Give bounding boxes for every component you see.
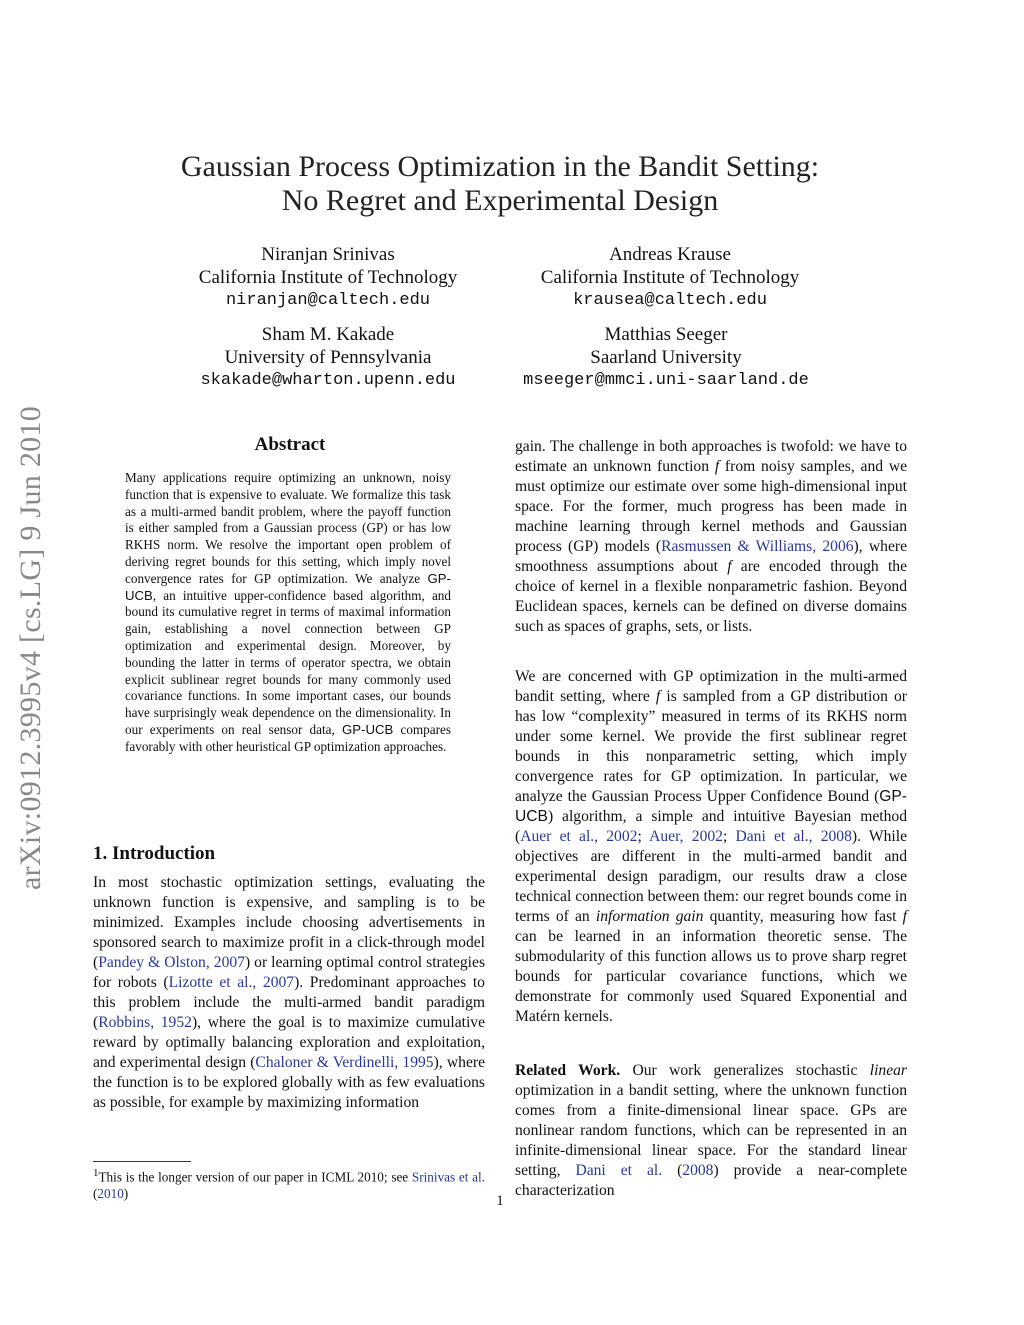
- author-name: Niranjan Srinivas: [261, 244, 395, 265]
- paper-title: [0, 150, 1000, 218]
- math-symbol: f: [714, 458, 720, 475]
- body-text: ), where smoothness assumptions about: [515, 538, 907, 575]
- body-text: ), where the goal is to maximize cumulative reward by optimally balancing exploration and exploitation, and experimental design (: [93, 1014, 485, 1071]
- author-affiliation: Saarland University: [590, 347, 742, 368]
- page-number: 1: [496, 1193, 504, 1209]
- body-text: ) algorithm, a simple and intuitive Bayesian method (: [515, 808, 907, 845]
- body-text: can be learned in an information theoretic sense. The submodularity of this function allows us to prove sharp regret bounds for particular covariance functions, which we demonstrate for commonly used Squared Exponential and Matérn kernels.: [515, 928, 907, 1025]
- body-text: ). Predominant approaches to this problem include the multi-armed bandit paradigm (: [93, 974, 485, 1031]
- author-block-4: [466, 323, 866, 392]
- citation-link[interactable]: Dani et al., 2008: [735, 828, 852, 845]
- body-text: Our work generalizes stochastic: [620, 1062, 870, 1079]
- footnote-mark: 1: [93, 1167, 99, 1179]
- citation-link[interactable]: Rasmussen & Williams, 2006: [661, 538, 854, 555]
- author-affiliation: University of Pennsylvania: [224, 347, 432, 368]
- algorithm-name: GP-UCB: [342, 721, 394, 737]
- body-text: is sampled from a GP distribution or has low “complexity” measured in terms of its RKHS norm under some kernel. We provide the first sublinear regret bounds in this nonparametric setting, which imply convergence rates for GP optimization. In particular, we analyze the Gaussian Process Upper Confidence Bound (: [515, 688, 907, 805]
- footnote: $^1$This is the longer version of our paper in ICML 2010; see Srinivas et al. (2010): [93, 1167, 485, 1202]
- body-text: ). While objectives are different in the multi-armed bandit and experimental design paradigm, our results draw a close technical connection between them: our regret bounds come in terms of an: [515, 828, 907, 925]
- intro-paragraph-1: [93, 873, 485, 1113]
- section-heading-introduction: 1. Introduction: [93, 843, 216, 864]
- author-block-1: [138, 243, 518, 312]
- algorithm-name: GP-UCB: [515, 788, 907, 825]
- footnote-rule: [93, 1161, 191, 1162]
- citation-link[interactable]: Lizotte et al., 2007: [168, 974, 295, 991]
- body-text: optimization in a bandit setting, where the unknown function comes from a finite-dimensional linear space. GPs are nonlinear random functions, which can be represented in an infinite-dimensional linear space. For the standard linear setting,: [515, 1082, 907, 1179]
- body-text: quantity, measuring how fast: [703, 908, 903, 925]
- related-work-paragraph: Related Work. Our work generalizes stochastic linear optimization in a bandit setting, where the unknown function comes from a finite-dimensional linear space. GPs are nonlinear random functions, which can be represented in an infinite-dimensional linear space. For the standard linear setting, Dani et al. (2008) provide a near-complete characterization: [515, 1062, 907, 1199]
- author-block-2: [480, 243, 860, 312]
- math-symbol: f: [655, 688, 661, 705]
- right-paragraph-1: [515, 437, 907, 637]
- citation-link[interactable]: 2008: [682, 1162, 714, 1179]
- author-name: Sham M. Kakade: [261, 324, 395, 345]
- body-text: In most stochastic optimization settings, evaluating the unknown function is expensive, and sampling is to be minimized. Examples include choosing advertisements in sponsored search to maximize profit in a click-through model (: [93, 874, 485, 971]
- author-affiliation: California Institute of Technology: [198, 267, 458, 288]
- algorithm-name: GP-UCB: [125, 570, 451, 603]
- citation-link[interactable]: Dani et al.: [575, 1162, 663, 1179]
- author-affiliation: California Institute of Technology: [540, 267, 800, 288]
- emphasis-text: linear: [869, 1062, 907, 1079]
- body-text: We are concerned with GP optimization in the multi-armed bandit setting, where: [515, 668, 907, 705]
- citation-link[interactable]: Pandey & Olston, 2007: [98, 954, 245, 971]
- body-text: are encoded through the choice of kernel in a flexible nonparametric fashion. Beyond Euclidean spaces, kernels can be defined on diverse domains such as spaces of graphs, sets, or lists.: [515, 558, 907, 635]
- abstract-body: [125, 470, 451, 756]
- math-symbol: f: [902, 908, 907, 925]
- citation-link[interactable]: Srinivas et al.: [411, 1169, 485, 1185]
- citation-link[interactable]: Robbins, 1952: [98, 1014, 192, 1031]
- author-name: Andreas Krause: [609, 244, 731, 265]
- body-text: provide a near-complete characterization: [515, 1162, 907, 1199]
- title-line-2: No Regret and Experimental Design: [281, 184, 719, 217]
- author-email[interactable]: krausea@caltech.edu: [573, 291, 767, 310]
- body-text: from noisy samples, and we must optimize our estimate over some high-dimensional input space. For the former, much progress has been made in machine learning through kernel methods and Gaussian process (GP) models (: [515, 458, 907, 555]
- author-email[interactable]: niranjan@caltech.edu: [225, 291, 431, 310]
- author-name: Matthias Seeger: [604, 324, 728, 345]
- body-text: ), where the function is to be explored globally with as few evaluations as possible, for example by maximizing information: [93, 1054, 485, 1111]
- footnote-text: This is the longer version of our paper in ICML 2010; see: [98, 1169, 412, 1185]
- abstract-text: Many applications require optimizing an unknown, noisy function that is expensive to evaluate. We formalize this task as a multi-armed bandit problem, where the payoff function is either sampled from a Gaussian process (GP) or has low RKHS norm. We resolve the important open problem of deriving regret bounds for this setting, which imply novel convergence rates for GP optimization. We analyze: [125, 470, 451, 586]
- right-paragraph-2: We are concerned with GP optimization in the multi-armed bandit setting, where f is sampled from a GP distribution or has low “complexity” measured in terms of its RKHS norm under some kernel. We provide the first sublinear regret bounds in this nonparametric setting, which imply convergence rates for GP optimization. In particular, we analyze the Gaussian Process Upper Confidence Bound (GP-UCB) algorithm, a simple and intuitive Bayesian method (Auer et al., 2002; Auer, 2002; Dani et al., 2008). While objectives are different in the multi-armed bandit and experimental design paradigm, our results draw a close technical connection between them: our regret bounds come in terms of an information gain quantity, measuring how fast f can be learned in an information theoretic sense. The submodularity of this function allows us to prove sharp regret bounds for particular covariance functions, which we demonstrate for commonly used Squared Exponential and Matérn kernels.: [515, 668, 907, 1025]
- body-text: gain. The challenge in both approaches is twofold: we have to estimate an unknown function: [515, 438, 907, 475]
- author-email[interactable]: skakade@wharton.upenn.edu: [200, 371, 456, 390]
- citation-link[interactable]: Auer, 2002: [649, 828, 723, 845]
- title-line-1: Gaussian Process Optimization in the Bandit Setting:: [180, 150, 820, 183]
- math-symbol: f: [727, 558, 732, 575]
- author-block-3: [138, 323, 518, 392]
- paragraph-heading-related-work: Related Work.: [515, 1062, 621, 1079]
- abstract-text: , an intuitive upper-confidence based algorithm, and bound its cumulative regret in terms of maximal information gain, establishing a novel connection between GP optimization and experimental design. Moreover, by bounding the latter in terms of operator spectra, we obtain explicit sublinear regret bounds for many commonly used covariance functions. In some important cases, our bounds have surprisingly weak dependence on the dimensionality. In our experiments on real sensor data,: [125, 587, 451, 737]
- citation-link[interactable]: 2010: [97, 1186, 124, 1202]
- abstract-heading: Abstract: [254, 434, 326, 455]
- author-email[interactable]: mseeger@mmci.uni-saarland.de: [523, 371, 809, 390]
- citation-link[interactable]: Auer et al., 2002: [520, 828, 638, 845]
- abstract-text: compares favorably with other heuristical GP optimization approaches.: [125, 721, 452, 754]
- body-text: ) or learning optimal control strategies for robots (: [93, 954, 486, 991]
- citation-link[interactable]: Chaloner & Verdinelli, 1995: [255, 1054, 434, 1071]
- arxiv-sidebar-stamp: arXiv:0912.3995v4 [cs.LG] 9 Jun 2010: [14, 405, 47, 890]
- emphasis-text: information gain: [595, 908, 704, 925]
